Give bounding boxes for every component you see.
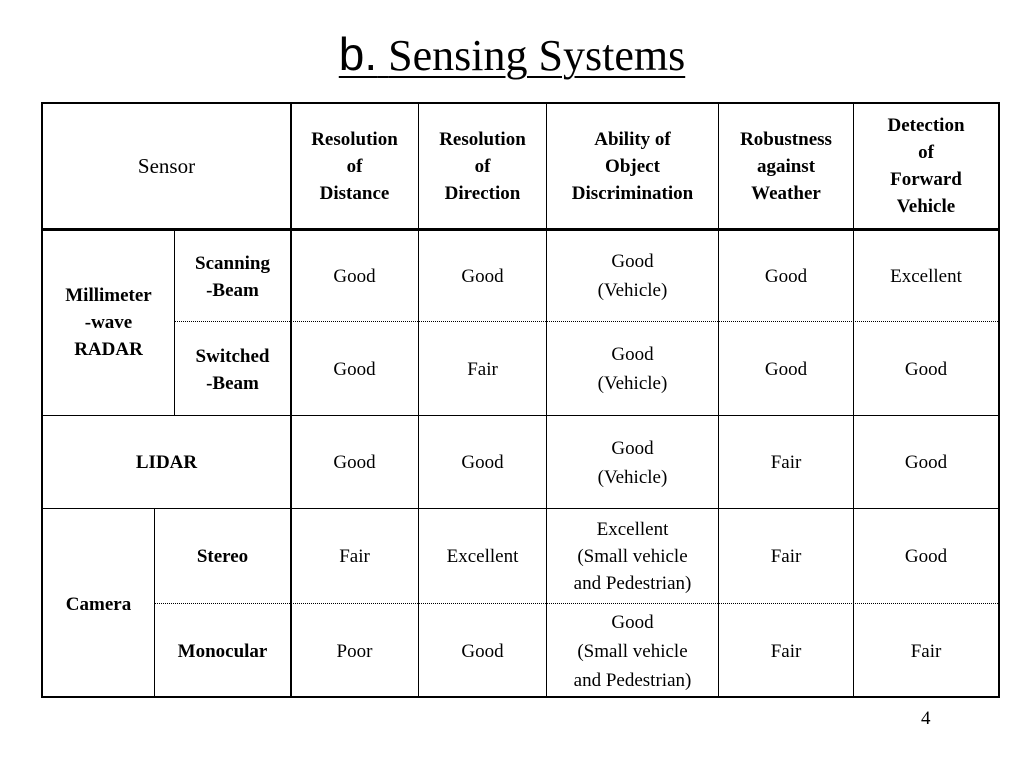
scanning-direction: Good	[461, 266, 504, 287]
monocular-direction: Good	[461, 641, 504, 662]
group-radar: Millimeter -wave RADAR	[65, 285, 152, 360]
group-lidar: LIDAR	[135, 452, 198, 473]
stereo-direction: Excellent	[446, 546, 519, 567]
lidar-discrimination: Good (Vehicle)	[597, 437, 668, 488]
header-forward-vehicle-detection: Detection of Forward Vehicle	[887, 115, 965, 217]
monocular-distance: Poor	[336, 641, 373, 662]
switched-forward: Good	[904, 359, 948, 380]
switched-distance: Good	[333, 359, 376, 380]
header-weather-robustness: Robustness against Weather	[740, 128, 832, 204]
radar-lidar-divider	[43, 415, 998, 416]
subtype-switched-beam: Switched -Beam	[195, 346, 270, 394]
group-camera: Camera	[65, 593, 132, 615]
scanning-distance: Good	[333, 266, 376, 287]
header-sensor: Sensor	[137, 153, 196, 178]
scanning-forward: Excellent	[890, 266, 962, 287]
lidar-forward: Good	[904, 452, 948, 473]
monocular-forward: Fair	[910, 641, 942, 662]
switched-discrimination: Good (Vehicle)	[597, 344, 668, 394]
subtype-monocular: Monocular	[177, 641, 268, 662]
title-text: Sensing Systems	[388, 31, 686, 80]
monocular-discrimination: Good (Small vehicle and Pedestrian)	[573, 612, 692, 691]
switched-direction: Fair	[467, 359, 498, 380]
monocular-weather: Fair	[770, 641, 802, 662]
lidar-camera-divider	[43, 508, 998, 509]
header-resolution-distance: Resolution of Distance	[311, 128, 398, 204]
switched-weather: Good	[764, 359, 808, 380]
subtype-stereo: Stereo	[196, 546, 249, 567]
scanning-discrimination: Good (Vehicle)	[597, 251, 668, 301]
radar-dotted-divider	[175, 321, 998, 322]
title-prefix: b.	[338, 28, 378, 80]
stereo-distance: Fair	[339, 546, 370, 567]
stereo-forward: Good	[904, 546, 948, 567]
stereo-weather: Fair	[770, 546, 802, 567]
lidar-direction: Good	[461, 452, 504, 473]
header-object-discrimination: Ability of Object Discrimination	[571, 128, 694, 204]
lidar-weather: Fair	[770, 452, 802, 473]
lidar-distance: Good	[333, 452, 376, 473]
stereo-discrimination: Excellent (Small vehicle and Pedestrian)	[573, 519, 692, 594]
header-resolution-direction: Resolution of Direction	[439, 128, 526, 204]
camera-dotted-divider	[155, 603, 998, 604]
page-number: 4	[921, 708, 931, 729]
scanning-weather: Good	[764, 266, 808, 287]
slide-title	[0, 26, 1024, 84]
subtype-scanning-beam: Scanning -Beam	[195, 253, 270, 301]
sensor-comparison-table	[41, 102, 1000, 698]
